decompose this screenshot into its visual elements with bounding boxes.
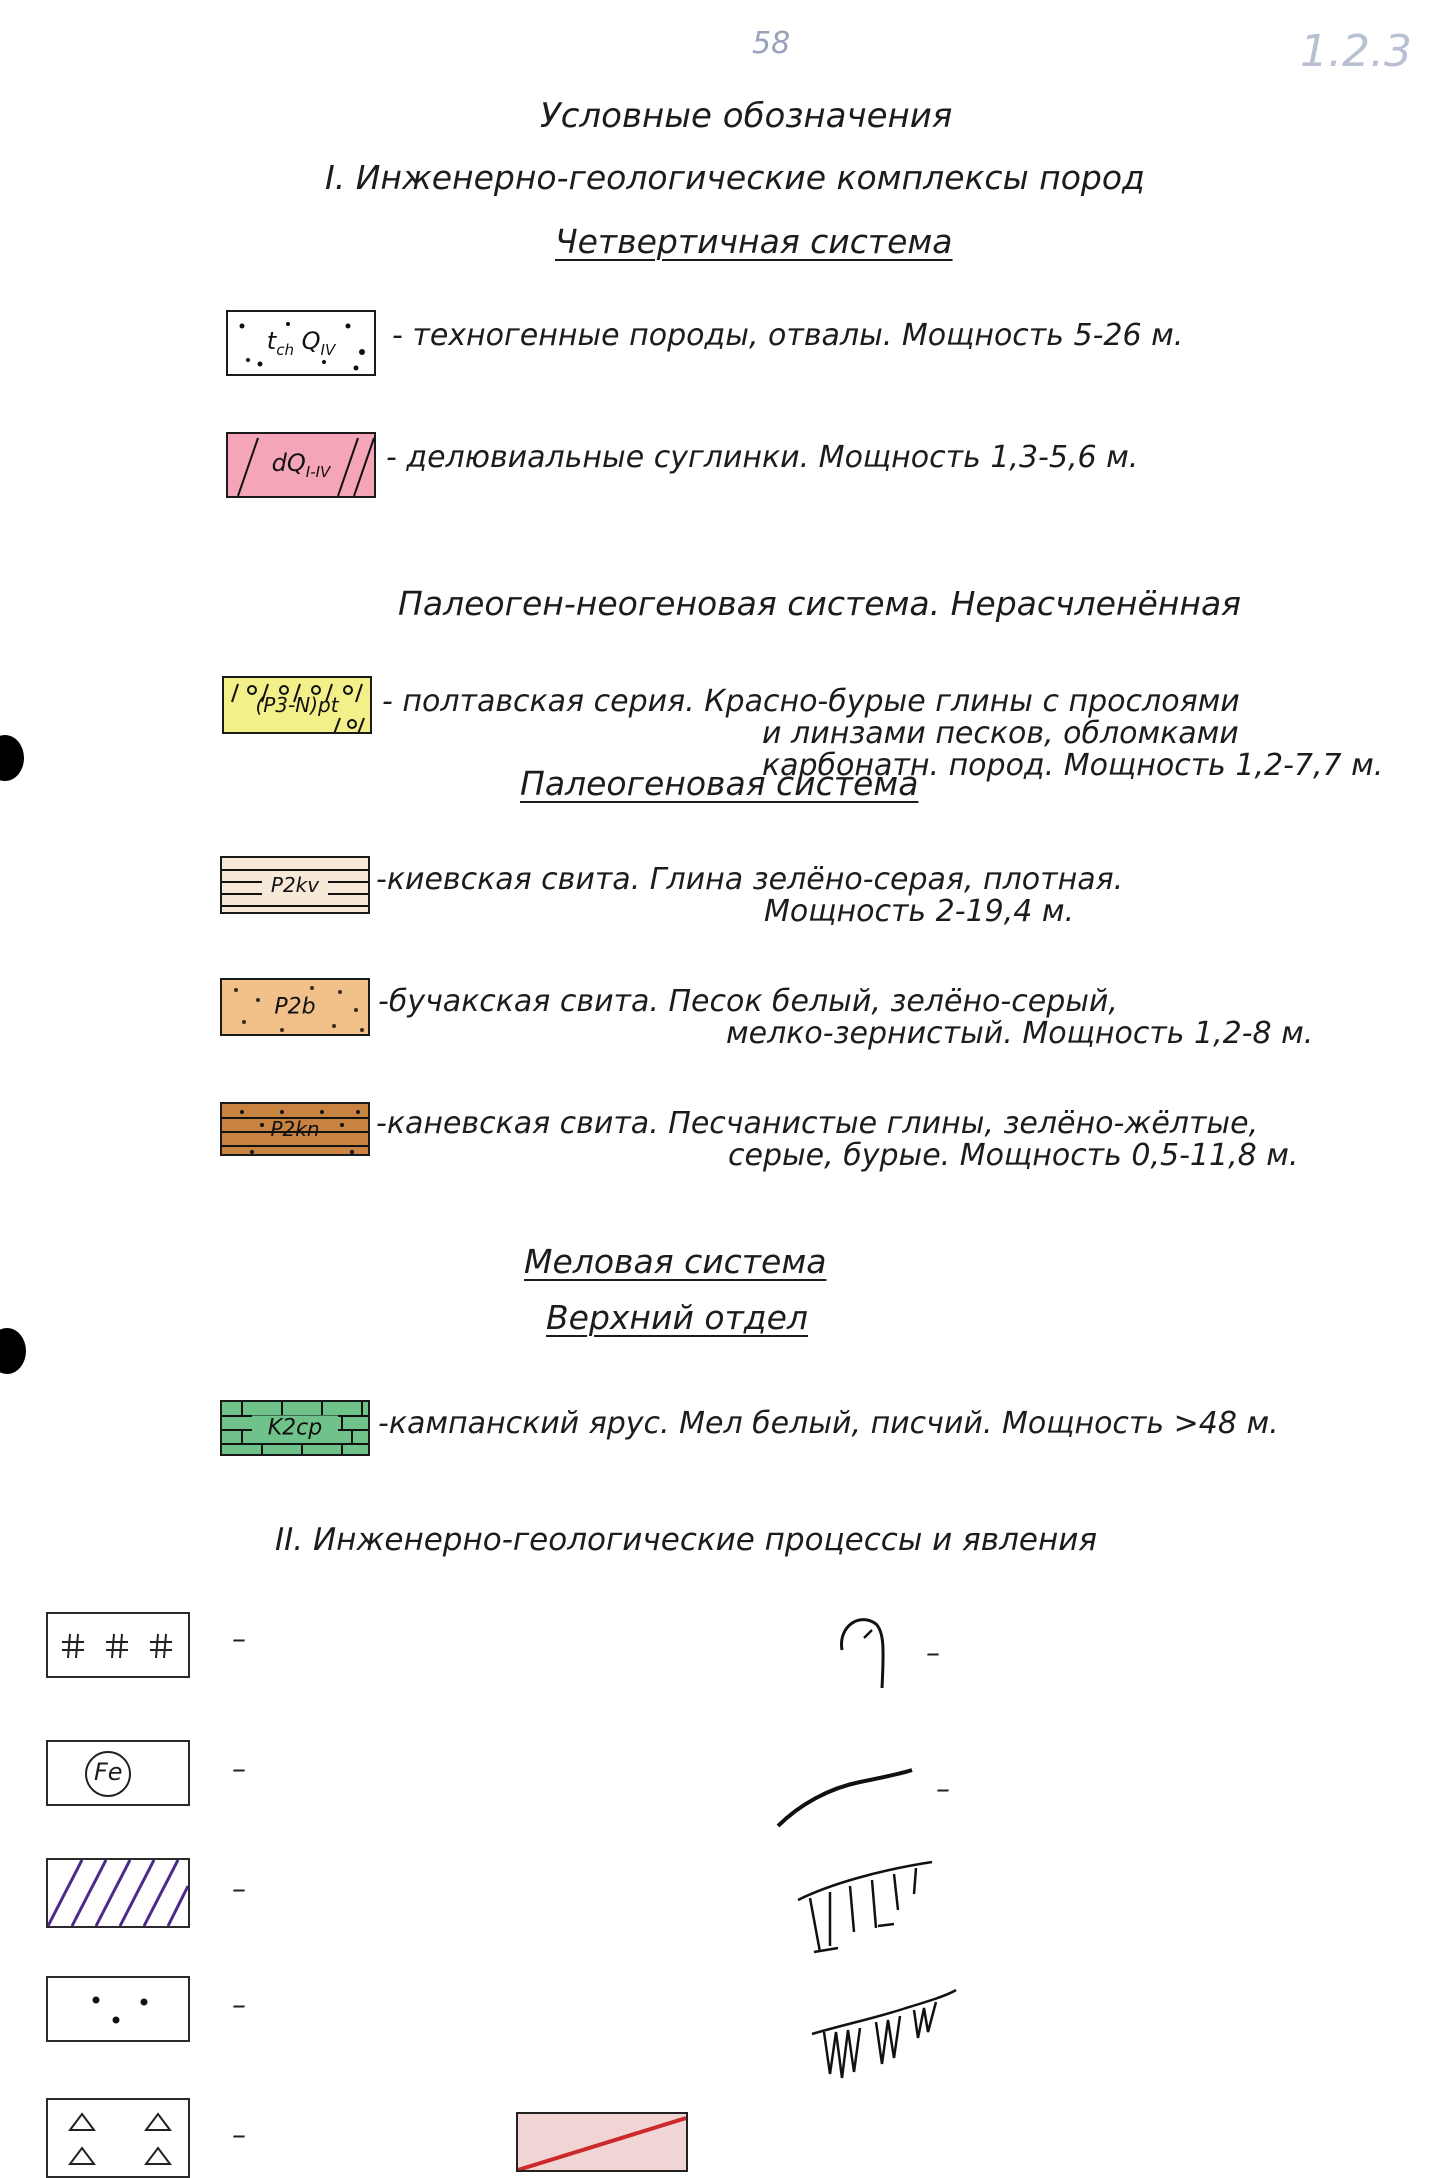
process-dash: – [232, 2118, 246, 2151]
process-dash: – [936, 1772, 950, 1805]
swatch-code: $dQ_{I-IV}$ [271, 449, 331, 481]
process-box-hash [46, 1612, 190, 1678]
paleogene-neogene-system: Палеоген-неогеновая система. Нерасчленённая [398, 584, 1242, 623]
swatch-technogenic [226, 310, 376, 376]
swatch-kampan [220, 1400, 370, 1456]
section-2-title: II. Инженерно-геологические процессы и явления [275, 1522, 1098, 1558]
process-box-hatch [46, 1858, 190, 1928]
process-box-triangles [46, 2098, 190, 2178]
swatch-poltava [222, 676, 372, 734]
kampan-desc: -кампанский ярус. Мел белый, писчий. Мощность >48 м. [378, 1406, 1279, 1441]
upper-division: Верхний отдел [546, 1298, 809, 1337]
swatch-code: $t_{ch}$ $Q_{IV}$ [266, 327, 336, 359]
poltava-desc-line2: и линзами песков, обломками [762, 716, 1239, 751]
poltava-desc-line3: карбонатн. пород. Мощность 1,2-7,7 м. [762, 748, 1384, 783]
swatch-code: P2kv [262, 873, 328, 897]
buchak-desc-line1: -бучакская свита. Песок белый, зелёно-серый, [378, 984, 1118, 1019]
kanev-desc-line1: -каневская свита. Песчанистые глины, зелёно-жёлтые, [376, 1106, 1259, 1141]
process-box-fe [46, 1740, 190, 1806]
deluvial-desc: - делювиальные суглинки. Мощность 1,3-5,6 м. [386, 440, 1139, 475]
process-dash: – [926, 1636, 940, 1669]
cretaceous-system: Меловая система [524, 1242, 827, 1281]
technogenic-desc: - техногенные породы, отвалы. Мощность 5-26 м. [392, 318, 1184, 353]
process-dash: – [232, 1988, 246, 2021]
legend-title: Условные обозначения [540, 96, 953, 136]
section-1-title: I. Инженерно-геологические комплексы пород [325, 158, 1145, 197]
ravine-icon [806, 1988, 966, 2098]
swatch-code: (P3-N)pt [255, 693, 339, 717]
erosion-scarp-icon [790, 1854, 940, 1964]
quaternary-system: Четвертичная система [555, 222, 953, 261]
fe-label: Fe [94, 1758, 123, 1786]
process-dash: – [232, 1622, 246, 1655]
kiev-desc-line1: -киевская свита. Глина зелёно-серая, плотная. [376, 862, 1124, 897]
swatch-code: K2cp [252, 1416, 338, 1441]
swatch-kiev [220, 856, 370, 914]
process-dash: – [232, 1872, 246, 1905]
swatch-code: P2b [274, 994, 316, 1020]
swatch-buchak [220, 978, 370, 1036]
punch-hole [0, 1328, 26, 1374]
kiev-desc-line2: Мощность 2-19,4 м. [764, 894, 1075, 929]
punch-hole [0, 735, 24, 781]
corner-note: 1.2.3 [1300, 26, 1412, 77]
poltava-desc-line1: - полтавская серия. Красно-бурые глины с прослоями [382, 684, 1240, 719]
swatch-kanev [220, 1102, 370, 1156]
process-dash: – [232, 1752, 246, 1785]
scarp-line-icon [770, 1764, 920, 1834]
swatch-code: P2kn [270, 1117, 320, 1141]
red-hatch-box [516, 2112, 688, 2172]
process-box-dots [46, 1976, 190, 2042]
buchak-desc-line2: мелко-зернистый. Мощность 1,2-8 м. [726, 1016, 1314, 1051]
paleogene-system: Палеогеновая система [520, 764, 919, 803]
landslide-cirque-icon [820, 1608, 900, 1692]
page-number: 58 [752, 26, 791, 61]
kanev-desc-line2: серые, бурые. Мощность 0,5-11,8 м. [728, 1138, 1299, 1173]
swatch-deluvial [226, 432, 376, 498]
